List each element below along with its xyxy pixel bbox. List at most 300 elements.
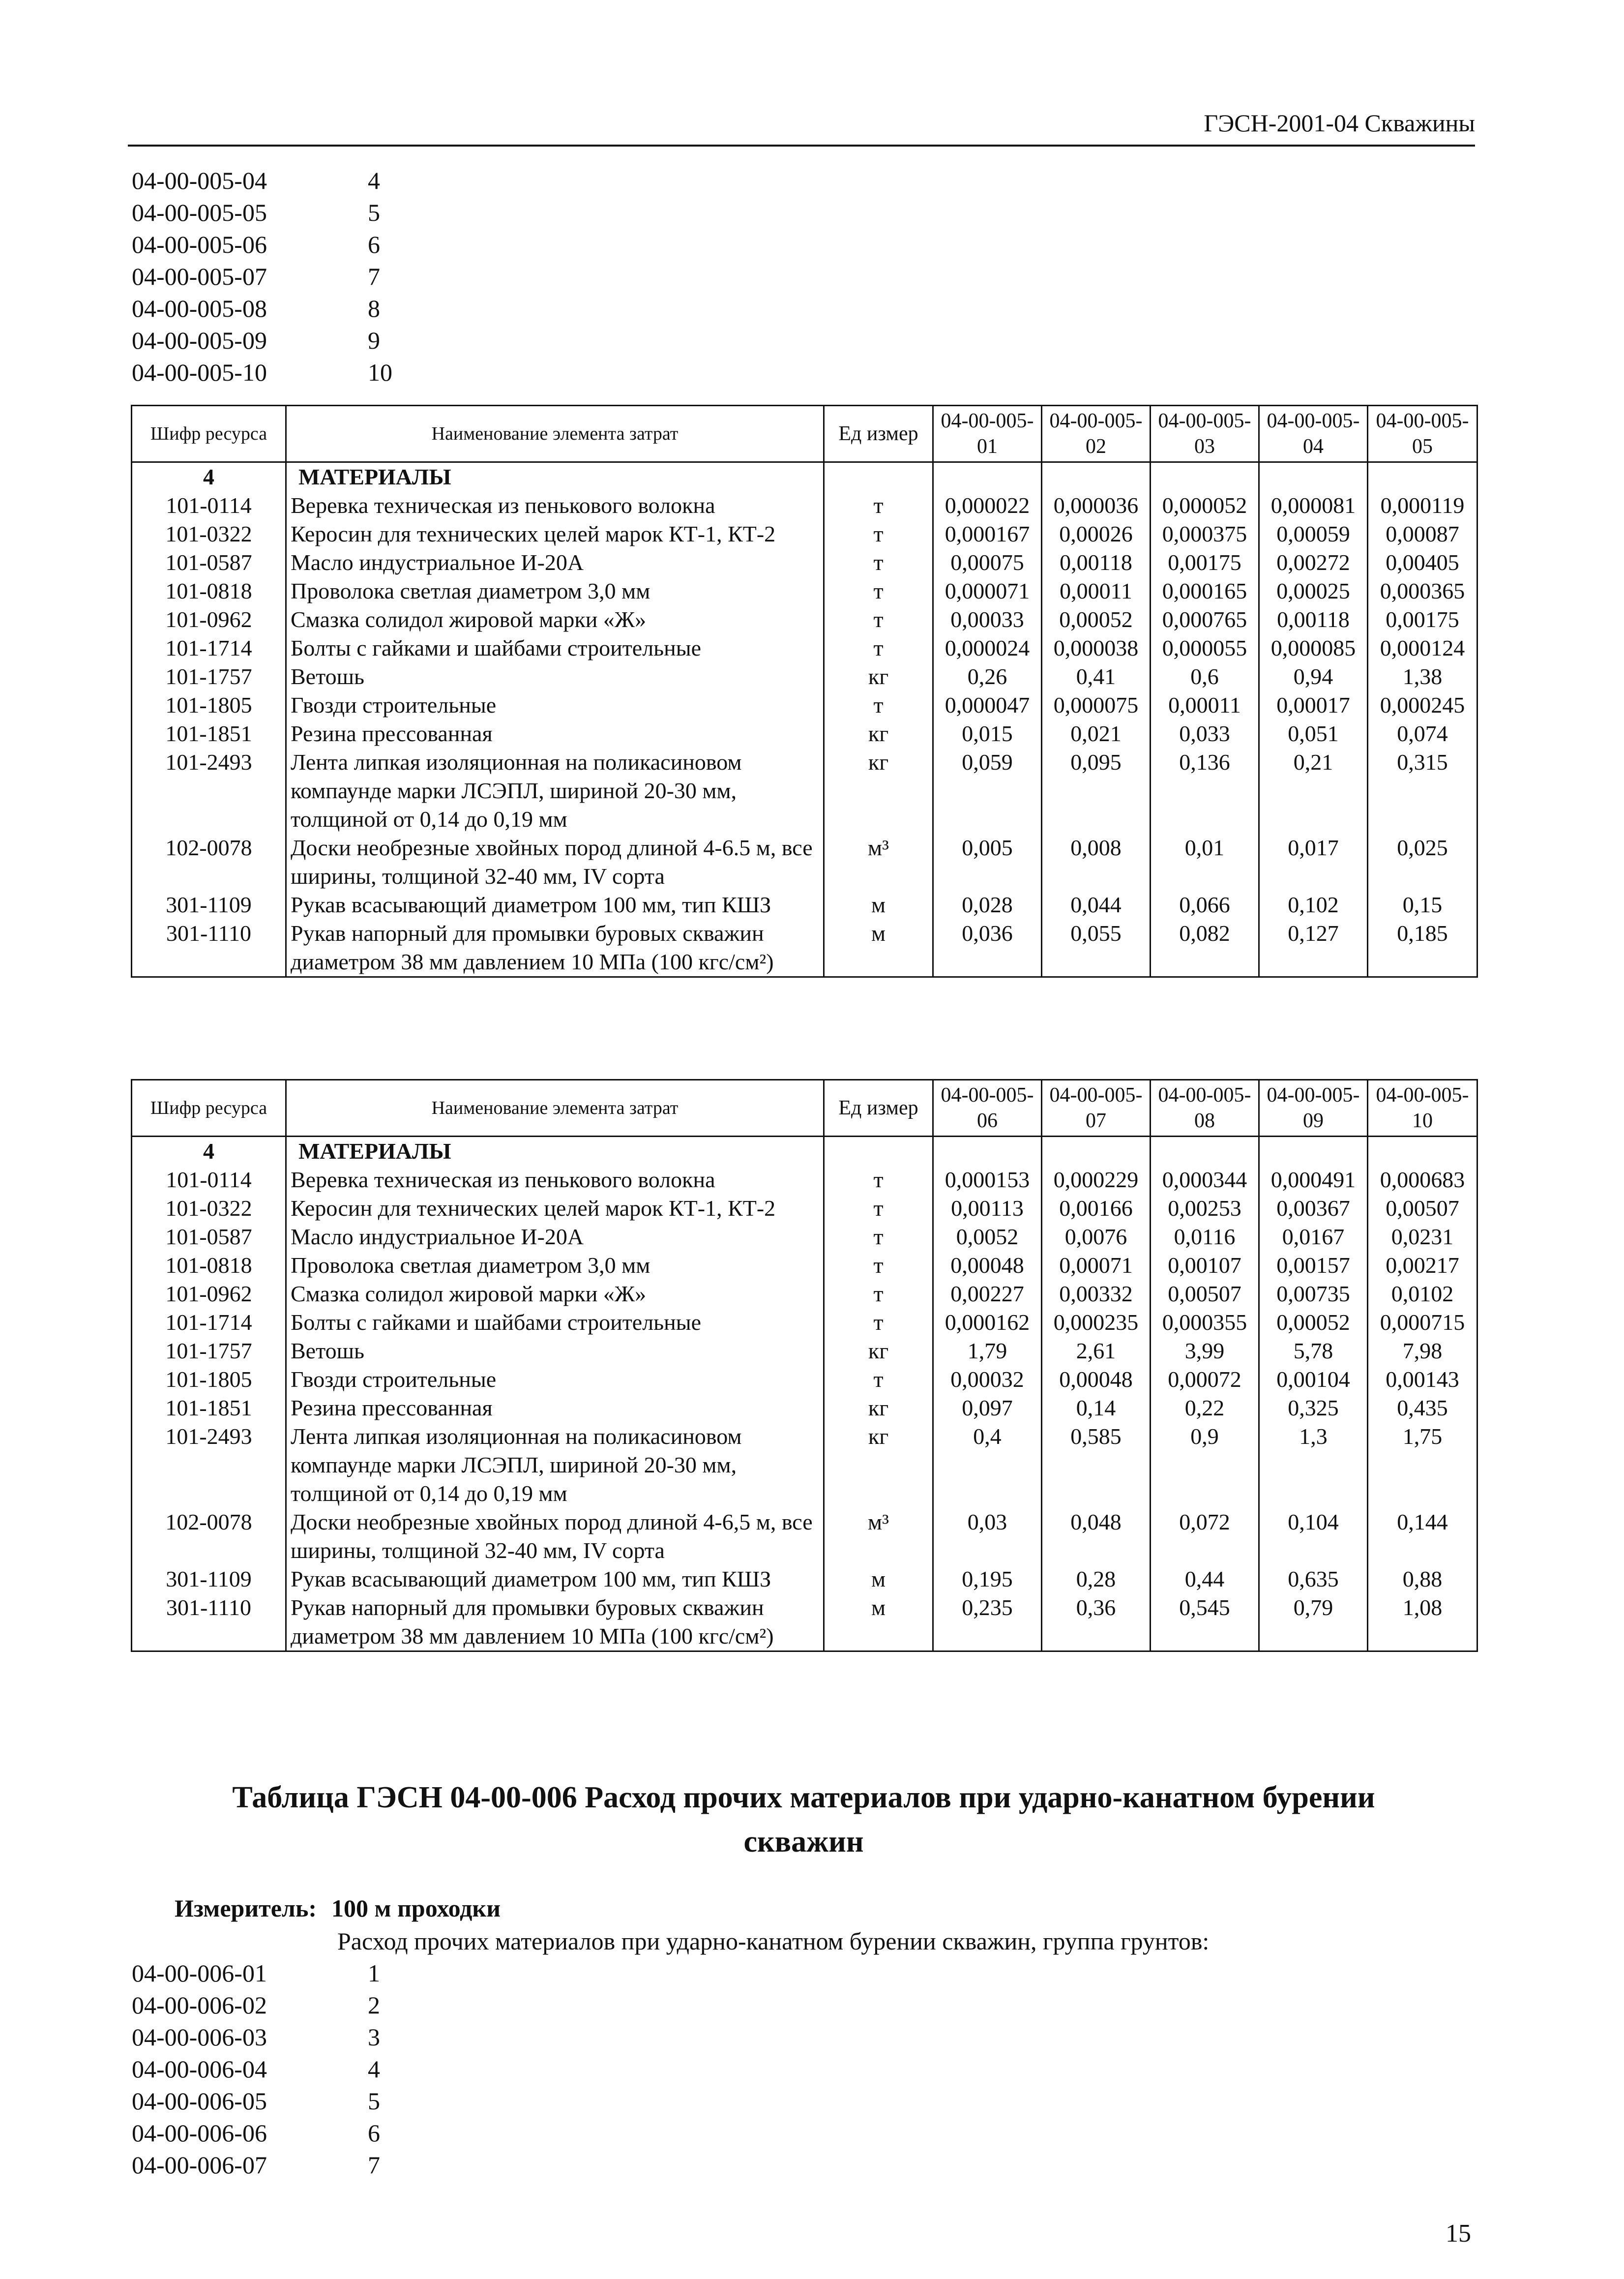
resource-unit: т [824, 577, 933, 605]
soil-group: 7 [368, 263, 380, 290]
resource-value: 1,38 [1368, 662, 1477, 691]
resource-value: 0,055 [1042, 919, 1151, 977]
table-row [132, 1565, 1477, 1593]
resource-unit: т [824, 1365, 933, 1394]
table-row [132, 1422, 1477, 1508]
header-name: Наименование элемента затрат [286, 1080, 824, 1137]
resource-code: 101-0962 [132, 1280, 286, 1308]
table-row [132, 1308, 1477, 1337]
resource-value: 0,000047 [933, 691, 1042, 720]
resource-name: Лента липкая изоляционная на поликасиновом компаунде марки ЛСЭПЛ, шириной 20-30 мм, толщиной от 0,14 до 0,19 мм [286, 1422, 824, 1508]
resource-value: 0,000085 [1259, 634, 1368, 662]
resource-unit: т [824, 1308, 933, 1337]
resource-value: 0,082 [1151, 919, 1259, 977]
header-norm-code: 04-00-005-06 [933, 1080, 1042, 1137]
resource-value: 0,36 [1042, 1593, 1151, 1651]
soil-group: 1 [368, 1959, 380, 1987]
resource-unit: т [824, 1280, 933, 1308]
resource-value: 0,00033 [933, 605, 1042, 634]
resource-code: 101-1757 [132, 662, 286, 691]
resource-value: 0,00059 [1259, 520, 1368, 548]
resource-name: Рукав напорный для промывки буровых скважин диаметром 38 мм давлением 10 МПа (100 кгс/см²) [286, 919, 824, 977]
code-list-item [132, 261, 392, 293]
resource-code: 101-0587 [132, 1223, 286, 1251]
table-row [132, 1593, 1477, 1651]
table-row [132, 1223, 1477, 1251]
resource-name: Рукав напорный для промывки буровых скважин диаметром 38 мм давлением 10 МПа (100 кгс/см²) [286, 1593, 824, 1651]
norm-code: 04-00-006-02 [132, 1991, 267, 2019]
resource-value: 0,000165 [1151, 577, 1259, 605]
resource-unit: кг [824, 1394, 933, 1422]
resource-value: 0,000365 [1368, 577, 1477, 605]
resource-code: 101-1851 [132, 1394, 286, 1422]
norm-code: 04-00-006-06 [132, 2119, 267, 2147]
code-list-item [132, 165, 392, 197]
resource-unit: м³ [824, 834, 933, 891]
resource-value: 0,000491 [1259, 1166, 1368, 1194]
resource-unit: кг [824, 748, 933, 834]
table-row [132, 891, 1477, 919]
resource-value: 0,000024 [933, 634, 1042, 662]
resource-value: 0,00071 [1042, 1251, 1151, 1280]
resource-value: 0,033 [1151, 720, 1259, 748]
table-row [132, 520, 1477, 548]
resource-code: 301-1109 [132, 891, 286, 919]
resource-name: Резина прессованная [286, 1394, 824, 1422]
resource-value: 0,315 [1368, 748, 1477, 834]
norm-code: 04-00-005-08 [132, 295, 267, 322]
empty-cell [933, 1137, 1042, 1166]
resource-code: 101-0962 [132, 605, 286, 634]
header-norm-code: 04-00-005-10 [1368, 1080, 1477, 1137]
resource-code: 101-2493 [132, 1422, 286, 1508]
resource-value: 0,00025 [1259, 577, 1368, 605]
table-row [132, 1394, 1477, 1422]
section-title-line-1: Таблица ГЭСН 04-00-006 Расход прочих материалов при ударно-канатном бурении [232, 1781, 1375, 1814]
resource-value: 0,104 [1259, 1508, 1368, 1565]
resource-unit: м [824, 919, 933, 977]
norm-code: 04-00-006-07 [132, 2151, 267, 2179]
section-title-line-2: скважин [743, 1825, 864, 1859]
soil-group: 5 [368, 2087, 380, 2115]
resource-value: 0,00143 [1368, 1365, 1477, 1394]
code-list-item [132, 1957, 380, 1989]
resource-name: Керосин для технических целей марок КТ-1, КТ-2 [286, 1194, 824, 1223]
resource-value: 0,00118 [1259, 605, 1368, 634]
resource-code: 101-0322 [132, 520, 286, 548]
meter-label: Измеритель: [175, 1894, 317, 1922]
empty-cell [824, 462, 933, 492]
resource-name: Веревка техническая из пенькового волокна [286, 1166, 824, 1194]
resource-value: 0,21 [1259, 748, 1368, 834]
resource-value: 0,072 [1151, 1508, 1259, 1565]
table-row [132, 1508, 1477, 1565]
resource-value: 0,000071 [933, 577, 1042, 605]
soil-group: 5 [368, 199, 380, 226]
code-list-item [132, 2053, 380, 2085]
table-row [132, 1337, 1477, 1365]
resource-code: 101-0587 [132, 548, 286, 577]
resource-value: 1,75 [1368, 1422, 1477, 1508]
resource-value: 0,000375 [1151, 520, 1259, 548]
resource-value: 0,585 [1042, 1422, 1151, 1508]
resource-value: 0,00026 [1042, 520, 1151, 548]
code-list-item [132, 2021, 380, 2053]
resource-value: 0,074 [1368, 720, 1477, 748]
resource-unit: кг [824, 662, 933, 691]
resource-value: 3,99 [1151, 1337, 1259, 1365]
resource-value: 0,00227 [933, 1280, 1042, 1308]
norm-code: 04-00-006-03 [132, 2023, 267, 2051]
norm-code: 04-00-005-09 [132, 327, 267, 354]
resource-code: 101-0818 [132, 1251, 286, 1280]
table-row [132, 1194, 1477, 1223]
resource-name: Резина прессованная [286, 720, 824, 748]
table-row [132, 720, 1477, 748]
resource-code: 101-0114 [132, 491, 286, 520]
resource-name: Ветошь [286, 1337, 824, 1365]
soil-group: 2 [368, 1991, 380, 2019]
resource-value: 0,000022 [933, 491, 1042, 520]
resource-value: 0,0102 [1368, 1280, 1477, 1308]
table-row [132, 548, 1477, 577]
resource-code: 301-1109 [132, 1565, 286, 1593]
norm-code: 04-00-006-05 [132, 2087, 267, 2115]
resource-value: 0,195 [933, 1565, 1042, 1593]
resource-code: 101-0818 [132, 577, 286, 605]
table-row [132, 491, 1477, 520]
resource-value: 0,000162 [933, 1308, 1042, 1337]
resource-name: Смазка солидол жировой марки «Ж» [286, 605, 824, 634]
code-list-item [132, 2085, 380, 2117]
resource-value: 0,0076 [1042, 1223, 1151, 1251]
table-row [132, 1251, 1477, 1280]
resource-unit: т [824, 548, 933, 577]
resource-name: Масло индустриальное И-20А [286, 1223, 824, 1251]
resource-value: 0,6 [1151, 662, 1259, 691]
running-header: ГЭСН-2001-04 Скважины [128, 109, 1475, 147]
empty-cell [1368, 462, 1477, 492]
section-name: МАТЕРИАЛЫ [286, 1137, 824, 1166]
table-row [132, 1365, 1477, 1394]
code-list-item [132, 197, 392, 229]
resource-table-1 [131, 405, 1478, 978]
resource-value: 0,000229 [1042, 1166, 1151, 1194]
page-number: 15 [1446, 2219, 1471, 2248]
soil-group: 6 [368, 2119, 380, 2147]
resource-value: 0,185 [1368, 919, 1477, 977]
resource-value: 0,00048 [933, 1251, 1042, 1280]
resource-unit: т [824, 634, 933, 662]
resource-value: 0,000055 [1151, 634, 1259, 662]
resource-value: 0,000235 [1042, 1308, 1151, 1337]
resource-value: 0,059 [933, 748, 1042, 834]
resource-value: 1,79 [933, 1337, 1042, 1365]
empty-cell [824, 1137, 933, 1166]
resource-value: 0,88 [1368, 1565, 1477, 1593]
soil-group: 8 [368, 295, 380, 322]
resource-value: 0,000081 [1259, 491, 1368, 520]
table-row [132, 1280, 1477, 1308]
soil-group: 3 [368, 2023, 380, 2051]
resource-value: 0,79 [1259, 1593, 1368, 1651]
resource-name: Проволока светлая диаметром 3,0 мм [286, 577, 824, 605]
resource-value: 0,00048 [1042, 1365, 1151, 1394]
resource-unit: кг [824, 1422, 933, 1508]
table-row [132, 662, 1477, 691]
code-list-item [132, 1989, 380, 2021]
resource-code: 301-1110 [132, 1593, 286, 1651]
resource-value: 0,00253 [1151, 1194, 1259, 1223]
resource-value: 0,00166 [1042, 1194, 1151, 1223]
resource-code: 101-1714 [132, 634, 286, 662]
resource-value: 0,000075 [1042, 691, 1151, 720]
soil-group: 6 [368, 231, 380, 258]
resource-value: 0,00087 [1368, 520, 1477, 548]
resource-unit: т [824, 691, 933, 720]
resource-name: Керосин для технических целей марок КТ-1, КТ-2 [286, 520, 824, 548]
resource-value: 0,00017 [1259, 691, 1368, 720]
resource-value: 0,0052 [933, 1223, 1042, 1251]
resource-value: 0,01 [1151, 834, 1259, 891]
soil-group: 9 [368, 327, 380, 354]
resource-value: 1,08 [1368, 1593, 1477, 1651]
resource-unit: м [824, 1565, 933, 1593]
resource-value: 0,0231 [1368, 1223, 1477, 1251]
resource-unit: т [824, 1223, 933, 1251]
code-list-bottom [132, 1957, 380, 2181]
table-row [132, 605, 1477, 634]
resource-unit: т [824, 491, 933, 520]
resource-name: Гвозди строительные [286, 1365, 824, 1394]
header-norm-code: 04-00-005-05 [1368, 406, 1477, 462]
resource-value: 0,00175 [1368, 605, 1477, 634]
resource-value: 0,94 [1259, 662, 1368, 691]
section-title [131, 1775, 1476, 1864]
code-list-top [132, 165, 392, 389]
resource-code: 101-2493 [132, 748, 286, 834]
resource-code: 101-0322 [132, 1194, 286, 1223]
resource-value: 0,0116 [1151, 1223, 1259, 1251]
resource-value: 0,28 [1042, 1565, 1151, 1593]
resource-value: 0,545 [1151, 1593, 1259, 1651]
empty-cell [933, 462, 1042, 492]
resource-value: 0,00032 [933, 1365, 1042, 1394]
resource-value: 0,00735 [1259, 1280, 1368, 1308]
empty-cell [1368, 1137, 1477, 1166]
resource-value: 0,102 [1259, 891, 1368, 919]
code-list-item [132, 2117, 380, 2149]
resource-unit: т [824, 1166, 933, 1194]
resource-value: 0,00405 [1368, 548, 1477, 577]
resource-value: 0,235 [933, 1593, 1042, 1651]
norm-code: 04-00-006-01 [132, 1959, 267, 1987]
resource-value: 7,98 [1368, 1337, 1477, 1365]
resource-value: 0,00072 [1151, 1365, 1259, 1394]
header-unit: Ед измер [824, 1080, 933, 1137]
meter-value: 100 м проходки [331, 1894, 501, 1922]
resource-code: 101-1714 [132, 1308, 286, 1337]
header-unit: Ед измер [824, 406, 933, 462]
resource-unit: м³ [824, 1508, 933, 1565]
resource-value: 0,00507 [1151, 1280, 1259, 1308]
resource-name: Масло индустриальное И-20А [286, 548, 824, 577]
resource-value: 0,00332 [1042, 1280, 1151, 1308]
section-row [132, 462, 1477, 492]
resource-value: 0,00011 [1151, 691, 1259, 720]
resource-value: 0,00217 [1368, 1251, 1477, 1280]
resource-value: 0,051 [1259, 720, 1368, 748]
resource-value: 2,61 [1042, 1337, 1151, 1365]
resource-code: 101-1805 [132, 691, 286, 720]
resource-value: 0,00272 [1259, 548, 1368, 577]
norm-code: 04-00-005-05 [132, 199, 267, 226]
table-row [132, 634, 1477, 662]
resource-value: 0,00052 [1042, 605, 1151, 634]
resource-name: Доски необрезные хвойных пород длиной 4-6.5 м, все ширины, толщиной 32-40 мм, IV сорта [286, 834, 824, 891]
resource-value: 5,78 [1259, 1337, 1368, 1365]
resource-value: 0,635 [1259, 1565, 1368, 1593]
resource-code: 102-0078 [132, 1508, 286, 1565]
empty-cell [1151, 1137, 1259, 1166]
resource-value: 0,000765 [1151, 605, 1259, 634]
resource-value: 0,00157 [1259, 1251, 1368, 1280]
resource-name: Доски необрезные хвойных пород длиной 4-6,5 м, все ширины, толщиной 32-40 мм, IV сорта [286, 1508, 824, 1565]
table-row [132, 834, 1477, 891]
resource-value: 0,000052 [1151, 491, 1259, 520]
resource-unit: кг [824, 720, 933, 748]
resource-value: 0,017 [1259, 834, 1368, 891]
resource-unit: т [824, 520, 933, 548]
resource-value: 0,15 [1368, 891, 1477, 919]
subtitle: Расход прочих материалов при ударно-канатном бурении скважин, группа грунтов: [337, 1927, 1210, 1955]
resource-value: 0,325 [1259, 1394, 1368, 1422]
resource-name: Лента липкая изоляционная на поликасиновом компаунде марки ЛСЭПЛ, шириной 20-30 мм, толщиной от 0,14 до 0,19 мм [286, 748, 824, 834]
soil-group: 4 [368, 2055, 380, 2083]
resource-value: 0,025 [1368, 834, 1477, 891]
section-name: МАТЕРИАЛЫ [286, 462, 824, 492]
header-norm-code: 04-00-005-04 [1259, 406, 1368, 462]
norm-code: 04-00-005-07 [132, 263, 267, 290]
resource-value: 0,000245 [1368, 691, 1477, 720]
empty-cell [1259, 1137, 1368, 1166]
section-code: 4 [132, 1137, 286, 1166]
resource-value: 0,0167 [1259, 1223, 1368, 1251]
resource-value: 0,127 [1259, 919, 1368, 977]
resource-unit: м [824, 891, 933, 919]
header-code: Шифр ресурса [132, 1080, 286, 1137]
resource-value: 1,3 [1259, 1422, 1368, 1508]
resource-unit: м [824, 1593, 933, 1651]
resource-unit: т [824, 1251, 933, 1280]
header-norm-code: 04-00-005-07 [1042, 1080, 1151, 1137]
code-list-item [132, 2149, 380, 2181]
resource-value: 0,00075 [933, 548, 1042, 577]
resource-unit: т [824, 1194, 933, 1223]
resource-value: 0,000119 [1368, 491, 1477, 520]
header-norm-code: 04-00-005-01 [933, 406, 1042, 462]
resource-name: Смазка солидол жировой марки «Ж» [286, 1280, 824, 1308]
resource-value: 0,000344 [1151, 1166, 1259, 1194]
soil-group: 7 [368, 2151, 380, 2179]
resource-name: Рукав всасывающий диаметром 100 мм, тип КШЗ [286, 1565, 824, 1593]
resource-code: 101-0114 [132, 1166, 286, 1194]
resource-name: Рукав всасывающий диаметром 100 мм, тип КШЗ [286, 891, 824, 919]
resource-value: 0,4 [933, 1422, 1042, 1508]
section-row [132, 1137, 1477, 1166]
empty-cell [1151, 462, 1259, 492]
resource-value: 0,136 [1151, 748, 1259, 834]
resource-value: 0,008 [1042, 834, 1151, 891]
empty-cell [1042, 1137, 1151, 1166]
code-list-item [132, 293, 392, 325]
resource-table-2 [131, 1079, 1478, 1652]
resource-value: 0,000355 [1151, 1308, 1259, 1337]
resource-value: 0,066 [1151, 891, 1259, 919]
resource-value: 0,00118 [1042, 548, 1151, 577]
resource-value: 0,000038 [1042, 634, 1151, 662]
resource-value: 0,00107 [1151, 1251, 1259, 1280]
resource-value: 0,22 [1151, 1394, 1259, 1422]
code-list-item [132, 325, 392, 357]
resource-name: Гвозди строительные [286, 691, 824, 720]
resource-name: Болты с гайками и шайбами строительные [286, 1308, 824, 1337]
resource-name: Ветошь [286, 662, 824, 691]
header-norm-code: 04-00-005-09 [1259, 1080, 1368, 1137]
header-name: Наименование элемента затрат [286, 406, 824, 462]
resource-value: 0,015 [933, 720, 1042, 748]
resource-value: 0,00104 [1259, 1365, 1368, 1394]
resource-name: Болты с гайками и шайбами строительные [286, 634, 824, 662]
resource-value: 0,00367 [1259, 1194, 1368, 1223]
resource-value: 0,9 [1151, 1422, 1259, 1508]
header-norm-code: 04-00-005-08 [1151, 1080, 1259, 1137]
table-row [132, 919, 1477, 977]
table-row [132, 748, 1477, 834]
norm-code: 04-00-006-04 [132, 2055, 267, 2083]
code-list-item [132, 357, 392, 389]
resource-unit: т [824, 605, 933, 634]
resource-value: 0,144 [1368, 1508, 1477, 1565]
resource-value: 0,14 [1042, 1394, 1151, 1422]
resource-name: Проволока светлая диаметром 3,0 мм [286, 1251, 824, 1280]
header-norm-code: 04-00-005-02 [1042, 406, 1151, 462]
resource-value: 0,036 [933, 919, 1042, 977]
resource-value: 0,41 [1042, 662, 1151, 691]
resource-value: 0,095 [1042, 748, 1151, 834]
resource-value: 0,00011 [1042, 577, 1151, 605]
table-row [132, 1166, 1477, 1194]
resource-value: 0,26 [933, 662, 1042, 691]
resource-value: 0,044 [1042, 891, 1151, 919]
resource-value: 0,00175 [1151, 548, 1259, 577]
header-code: Шифр ресурса [132, 406, 286, 462]
resource-code: 101-1851 [132, 720, 286, 748]
soil-group: 10 [368, 359, 392, 386]
table-row [132, 691, 1477, 720]
resource-value: 0,00052 [1259, 1308, 1368, 1337]
resource-value: 0,000036 [1042, 491, 1151, 520]
resource-name: Веревка техническая из пенькового волокна [286, 491, 824, 520]
table-header-row [132, 1080, 1477, 1137]
resource-code: 101-1805 [132, 1365, 286, 1394]
resource-value: 0,097 [933, 1394, 1042, 1422]
resource-value: 0,000153 [933, 1166, 1042, 1194]
resource-unit: кг [824, 1337, 933, 1365]
header-norm-code: 04-00-005-03 [1151, 406, 1259, 462]
resource-value: 0,005 [933, 834, 1042, 891]
resource-value: 0,00113 [933, 1194, 1042, 1223]
